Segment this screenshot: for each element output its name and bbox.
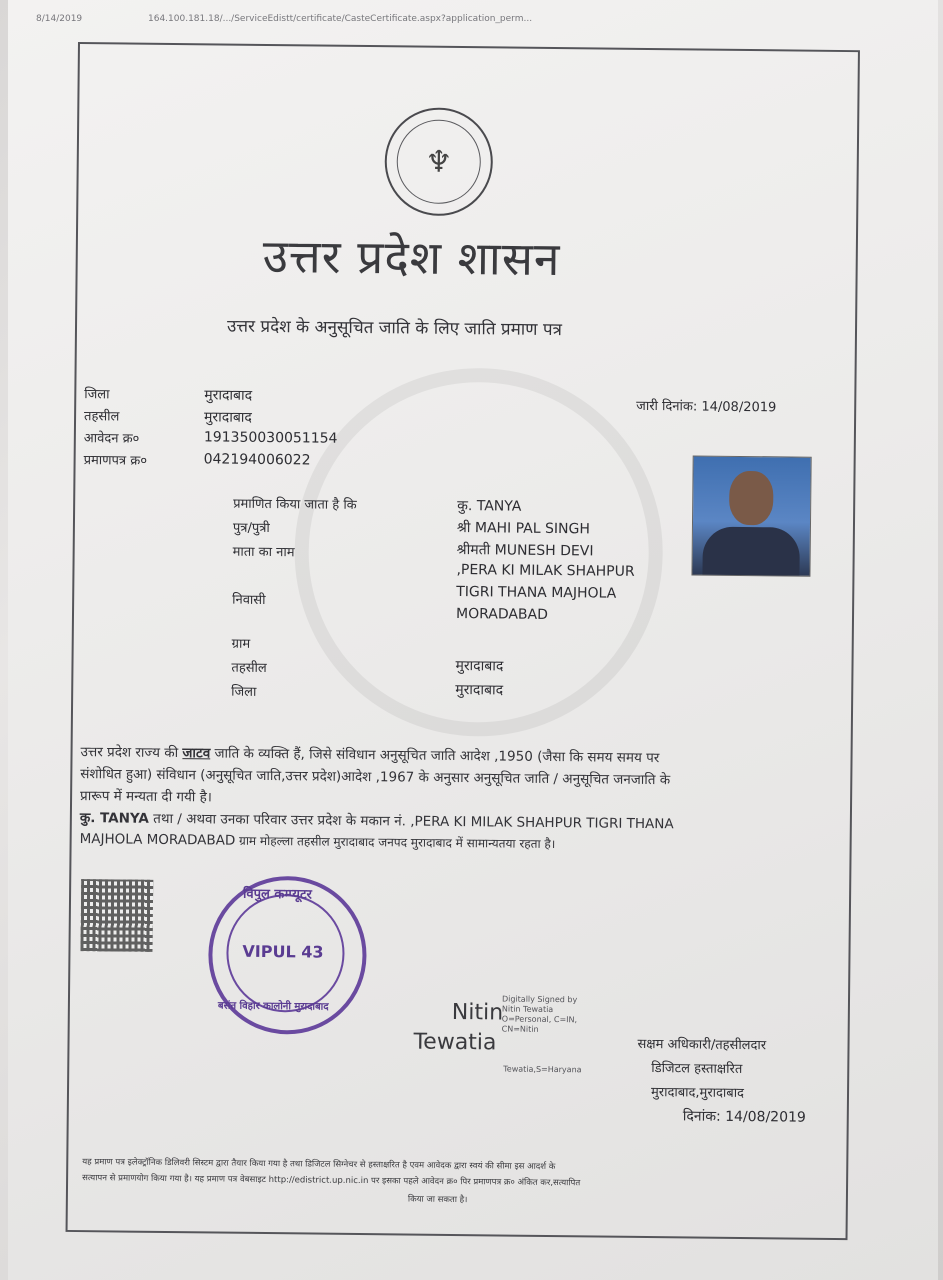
state-emblem-icon: ♆ — [384, 107, 493, 216]
office-stamp: विपुल कम्प्यूटर VIPUL 43 बसंत विहार कालोनी मुरादाबाद — [208, 875, 368, 1035]
person-district-value: मुरादाबाद — [455, 681, 504, 699]
mother-name: श्रीमती MUNESH DEVI — [456, 541, 594, 560]
certified-label: प्रमाणित किया जाता है कि — [233, 496, 357, 513]
footer-line-3: किया जा सकता है। — [407, 1194, 468, 1206]
district-value: मुरादाबाद — [204, 387, 253, 404]
digital-signature-block: Digitally Signed by Nitin Tewatia O=Personal, C=IN, CN=Nitin — [501, 994, 578, 1034]
certificate-frame — [66, 42, 860, 1240]
signer-name-1: Nitin — [451, 999, 504, 1026]
address-line-3: MORADABAD — [455, 605, 549, 623]
tehsil-label: तहसील — [83, 409, 120, 425]
authority-digital: डिजिटल हस्ताक्षरित — [651, 1061, 743, 1078]
applicant-photo — [691, 455, 811, 576]
father-name: श्री MAHI PAL SINGH — [456, 519, 591, 538]
address-line-1: ,PERA KI MILAK SHAHPUR — [456, 561, 635, 580]
certificate-title: उत्तर प्रदेश शासन — [262, 228, 561, 287]
application-label: आवेदन क्र० — [83, 431, 140, 447]
authority-place: मुरादाबाद,मुरादाबाद — [650, 1085, 745, 1102]
document-page — [8, 0, 938, 1280]
person-district-label: जिला — [231, 684, 257, 700]
print-url: 164.100.181.18/.../ServiceEdistt/certificate/CasteCertificate.aspx?application_perm... — [148, 14, 533, 24]
village-label: ग्राम — [231, 636, 251, 652]
signer-name-2: Tewatia — [413, 1029, 497, 1056]
footer-line-2: सत्यापन से प्रमाणयोग किया गया है। यह प्रमाण पत्र वेबसाइट http://edistrict.up.nic.in पर इसका पहले आवेदन क्र० पिर प्रमाणपत्र क्र० अंकित कर,सत्यापित — [82, 1173, 581, 1189]
person-tehsil-label: तहसील — [231, 660, 267, 677]
certificate-number-label: प्रमाणपत्र क्र० — [83, 453, 148, 469]
holder-name: कु. TANYA — [457, 497, 522, 515]
signer-location: Tewatia,S=Haryana — [503, 1064, 582, 1075]
body-line-4: कु. TANYA तथा / अथवा उनका परिवार उत्तर प्रदेश के मकान नं. ,PERA KI MILAK SHAHPUR TIGRI THANA — [79, 810, 674, 833]
mother-label: माता का नाम — [232, 544, 295, 561]
certificate-subtitle: उत्तर प्रदेश के अनुसूचित जाति के लिए जाति प्रमाण पत्र — [226, 316, 563, 341]
certificate-number: 042194006022 — [203, 451, 311, 469]
print-date: 8/14/2019 — [36, 14, 83, 24]
address-line-2: TIGRI THANA MAJHOLA — [456, 583, 617, 602]
body-line-1: उत्तर प्रदेश राज्य की जाटव जाति के व्यक्ति हैं, जिसे संविधान अनुसूचित जाति आदेश ,1950 (जैसा कि समय समय पर — [80, 744, 660, 767]
tehsil-value: मुरादाबाद — [203, 409, 253, 426]
qr-code-icon — [80, 879, 153, 952]
caste-name: जाटव — [182, 745, 211, 762]
person-tehsil-value: मुरादाबाद — [455, 657, 504, 675]
resident-label: निवासी — [232, 592, 266, 608]
body-line-3: प्रारूप में मन्यता दी गयी है। — [80, 788, 213, 806]
body-line-5: MAJHOLA MORADABAD ग्राम मोहल्ला तहसील मुरादाबाद जनपद मुरादाबाद में सामान्यतया रहता है। — [79, 831, 556, 852]
body-line-2: संशोधित हुआ) संविधान (अनुसूचित जाति,उत्तर प्रदेश)आदेश ,1967 के अनुसार अनुसूचित जाति / अनुसूचित जनजाति के — [80, 766, 671, 789]
district-label: जिला — [84, 387, 110, 403]
authority-title: सक्षम अधिकारी/तहसीलदार — [637, 1036, 767, 1054]
authority-date: दिनांक: 14/08/2019 — [682, 1108, 806, 1126]
child-of-label: पुत्र/पुत्री — [232, 520, 270, 537]
application-number: 191350030051154 — [203, 429, 338, 447]
issue-date: जारी दिनांक: 14/08/2019 — [636, 398, 777, 416]
footer-line-1: यह प्रमाण पत्र इलेक्ट्रॉनिक डिलिवरी सिस्टम द्वारा तैयार किया गया है तथा डिजिटल सिग्नेचर से हस्ताक्षरित है एवम आवेदक द्वारा स्वयं की सीमा इस आदर्श के — [82, 1157, 556, 1173]
